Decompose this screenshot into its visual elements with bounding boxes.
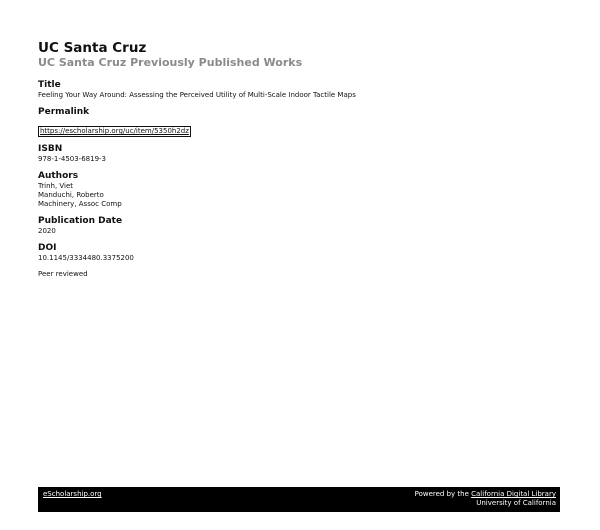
powered-by-line [415, 490, 556, 499]
publication-date-label: Publication Date [38, 216, 123, 226]
escholarship-link[interactable]: eScholarship.org [43, 490, 102, 498]
title-value: Feeling Your Way Around: Assessing the Perceived Utility of Multi-Scale Indoor Tactile Maps [38, 91, 356, 99]
title-label: Title [38, 80, 61, 90]
cdl-link[interactable]: California Digital Library [471, 490, 556, 498]
permalink-link[interactable]: https://escholarship.org/uc/item/5350h2dz [40, 127, 189, 135]
publication-date-value: 2020 [38, 227, 56, 235]
publication-date-field [38, 216, 560, 236]
doi-field [38, 243, 560, 263]
author-name: Manduchi, Roberto [38, 191, 104, 199]
authors-field [38, 171, 560, 209]
isbn-value: 978-1-4503-6819-3 [38, 155, 107, 163]
series-title: UC Santa Cruz Previously Published Works [38, 56, 303, 69]
campus-title: UC Santa Cruz [38, 40, 147, 56]
author-name: Machinery, Assoc Comp [38, 200, 122, 208]
doi-value: 10.1145/3334480.3375200 [38, 254, 134, 262]
isbn-field [38, 144, 560, 164]
author-name: Trinh, Viet [38, 182, 74, 190]
document-page [38, 40, 560, 286]
permalink-label: Permalink [38, 107, 90, 117]
isbn-label: ISBN [38, 144, 63, 154]
doi-label: DOI [38, 243, 57, 253]
footer-bar [38, 487, 560, 512]
permalink-field [38, 107, 560, 137]
peer-reviewed-note: Peer reviewed [38, 270, 88, 278]
university-text: University of California [476, 499, 556, 507]
powered-by-text: Powered by the [414, 490, 472, 498]
footer-credit [415, 490, 556, 508]
title-field [38, 80, 560, 100]
authors-label: Authors [38, 171, 79, 181]
